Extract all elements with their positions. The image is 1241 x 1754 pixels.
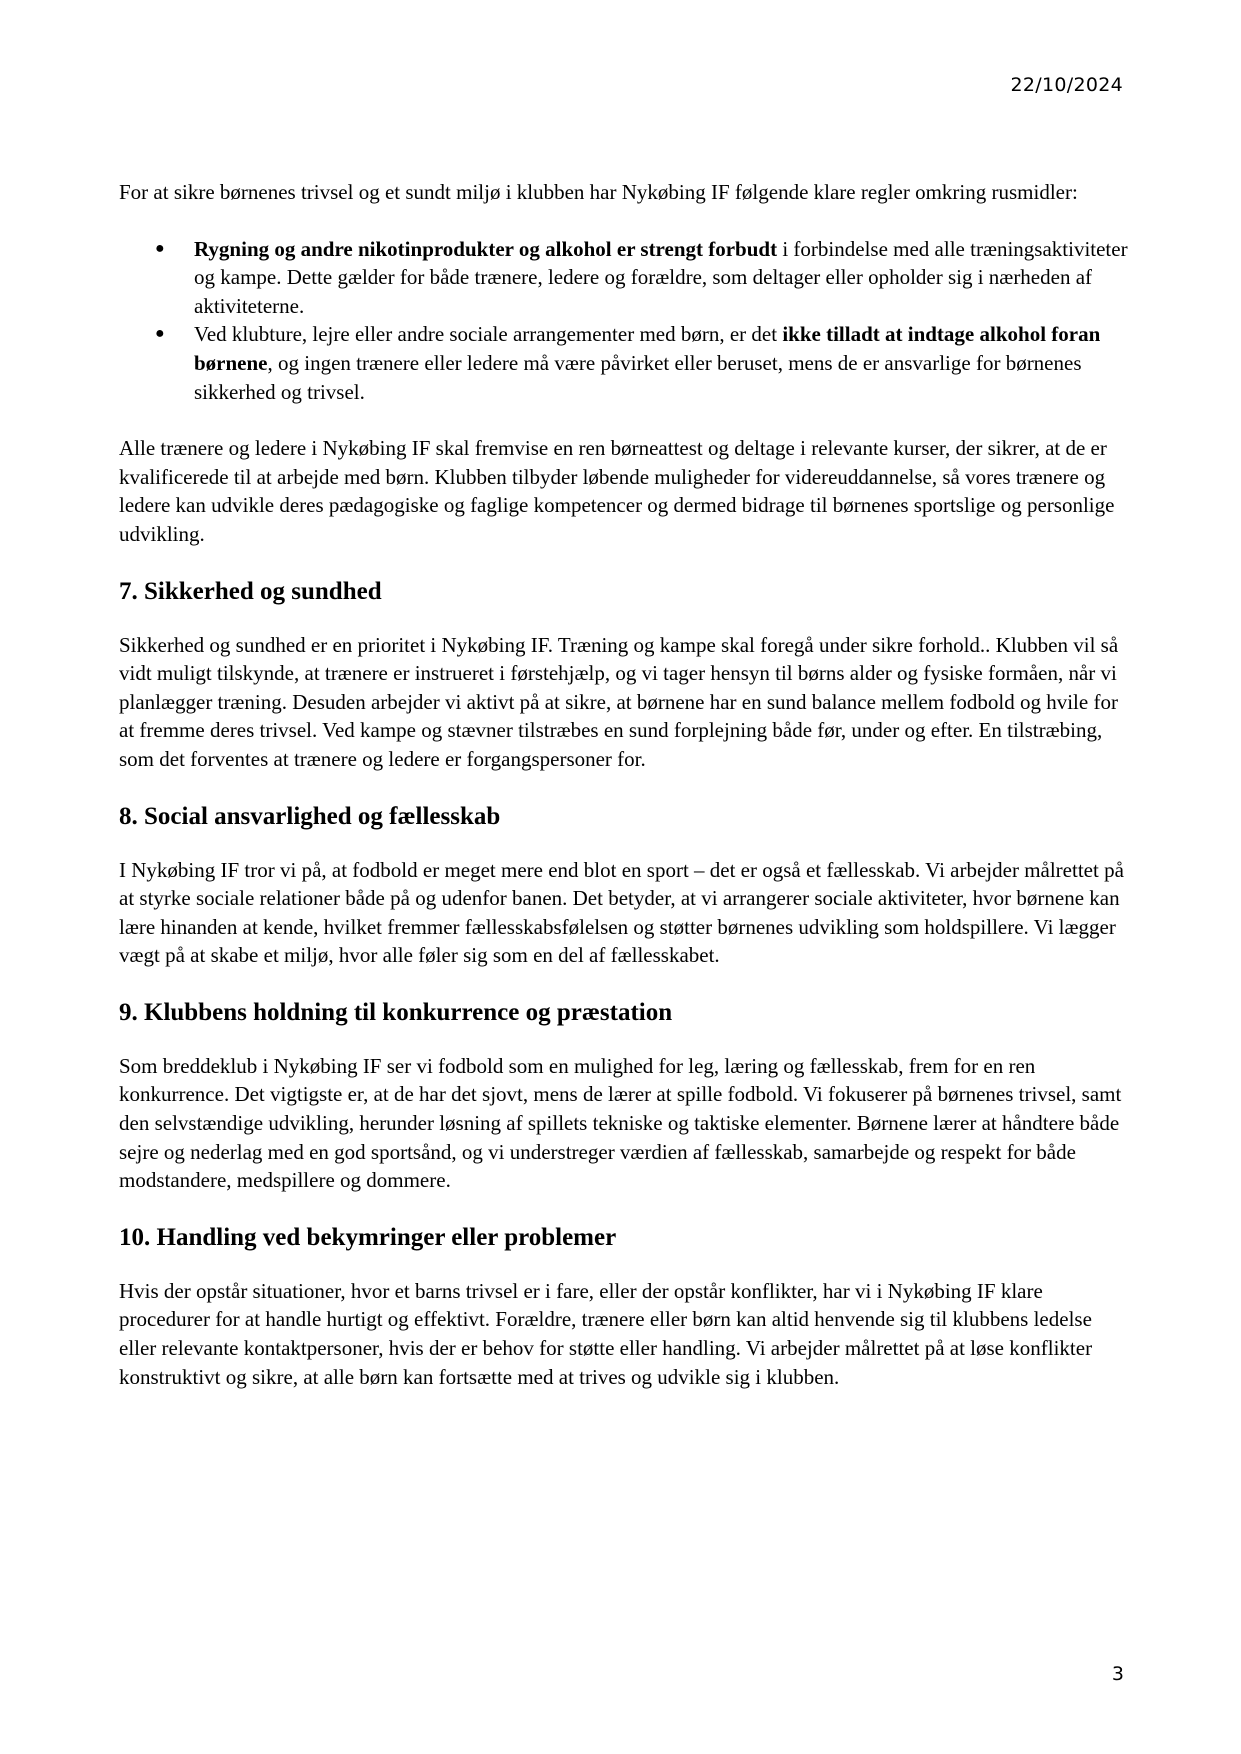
- bullet-icon: ●: [155, 325, 165, 343]
- body-text: , og ingen trænere eller ledere må være påvirket eller beruset, mens de er ansvarlige for børnenes sikkerhed og trivsel.: [194, 350, 1082, 404]
- list-item: [119, 235, 1129, 321]
- section-heading: 10. Handling ved bekymringer eller problemer: [119, 1223, 617, 1251]
- body-text: i forbindelse med alle træningsaktiviteter og kampe. Dette gælder for både trænere, ledere og forældre, som deltager eller opholder sig i nærheden af aktiviteterne.: [194, 236, 1128, 318]
- rules-list: [119, 235, 1129, 407]
- document-date: 22/10/2024: [1010, 74, 1123, 96]
- bold-text: ikke tilladt at indtage alkohol foran børnene: [194, 322, 1101, 375]
- section-body: Hvis der opstår situationer, hvor et barns trivsel er i fare, eller der opstår konflikter, har vi i Nykøbing IF klare procedurer for at handle hurtigt og effektivt. Forældre, trænere eller børn kan altid henvende sig til klubbens ledelse eller relevante kontaktpersoner, hvis der er behov for støtte eller handling. Vi arbejder målrettet på at løse konflikter konstruktivt og sikre, at alle børn kan fortsætte med at trives og udvikle sig i klubben.: [119, 1278, 1093, 1389]
- document-body: [119, 178, 1129, 1419]
- bold-text: Rygning og andre nikotinprodukter og alkohol er strengt forbudt: [194, 236, 778, 261]
- section-body: Sikkerhed og sundhed er en prioritet i Nykøbing IF. Træning og kampe skal foregå under sikre forhold.. Klubben vil så vidt muligt tilskynde, at trænere er instrueret i førstehjælp, og vi tager hensyn til børns alder og fysiske formåen, når vi planlægger træning. Desuden arbejder vi aktivt på at sikre, at børnene har en sund balance mellem fodbold og hvile for at fremme deres trivsel. Ved kampe og stævner tilstræbes en sund forplejning både før, under og efter. En tilstræbing, som det forventes at trænere og ledere er forgangspersoner for.: [119, 632, 1119, 771]
- section-heading: 7. Sikkerhed og sundhed: [119, 577, 382, 605]
- bullet-icon: ●: [155, 239, 165, 257]
- list-item: [119, 320, 1129, 406]
- page-number: 3: [1111, 1663, 1124, 1685]
- section-heading: 9. Klubbens holdning til konkurrence og præstation: [119, 998, 673, 1026]
- section-body: Som breddeklub i Nykøbing IF ser vi fodbold som en mulighed for leg, læring og fællesskab, frem for en ren konkurrence. Det vigtigste er, at de har det sjovt, mens de lærer at spille fodbold. Vi fokuserer på børnenes trivsel, samt den selvstændige udvikling, herunder løsning af spillets tekniske og taktiske elementer. Børnene lærer at håndtere både sejre og nederlag med en god sportsånd, og vi understreger værdien af fællesskab, samarbejde og respekt for både modstandere, medspillere og dommere.: [119, 1053, 1122, 1193]
- section-body: I Nykøbing IF tror vi på, at fodbold er meget mere end blot en sport – det er også et fællesskab. Vi arbejder målrettet på at styrke sociale relationer både på og udenfor banen. Det betyder, at vi arrangerer sociale aktiviteter, hvor børnene kan lære hinanden at kende, hvilket fremmer fællesskabsfølelsen og støtter børnenes udvikling som holdspillere. Vi lægger vægt på at skabe et miljø, hvor alle føler sig som en del af fællesskabet.: [119, 857, 1124, 968]
- section-heading: 8. Social ansvarlighed og fællesskab: [119, 802, 501, 830]
- intro-paragraph: For at sikre børnenes trivsel og et sundt miljø i klubben har Nykøbing IF følgende klare regler omkring rusmidler:: [119, 180, 1078, 204]
- qualifications-paragraph: Alle trænere og ledere i Nykøbing IF skal fremvise en ren børneattest og deltage i relevante kurser, der sikrer, at de er kvalificerede til at arbejde med børn. Klubben tilbyder løbende muligheder for videreuddannelse, så vores trænere og ledere kan udvikle deres pædagogiske og faglige kompetencer og dermed bidrage til børnenes sportslige og personlige udvikling.: [119, 436, 1115, 546]
- body-text: Ved klubture, lejre eller andre sociale arrangementer med børn, er det: [194, 322, 783, 347]
